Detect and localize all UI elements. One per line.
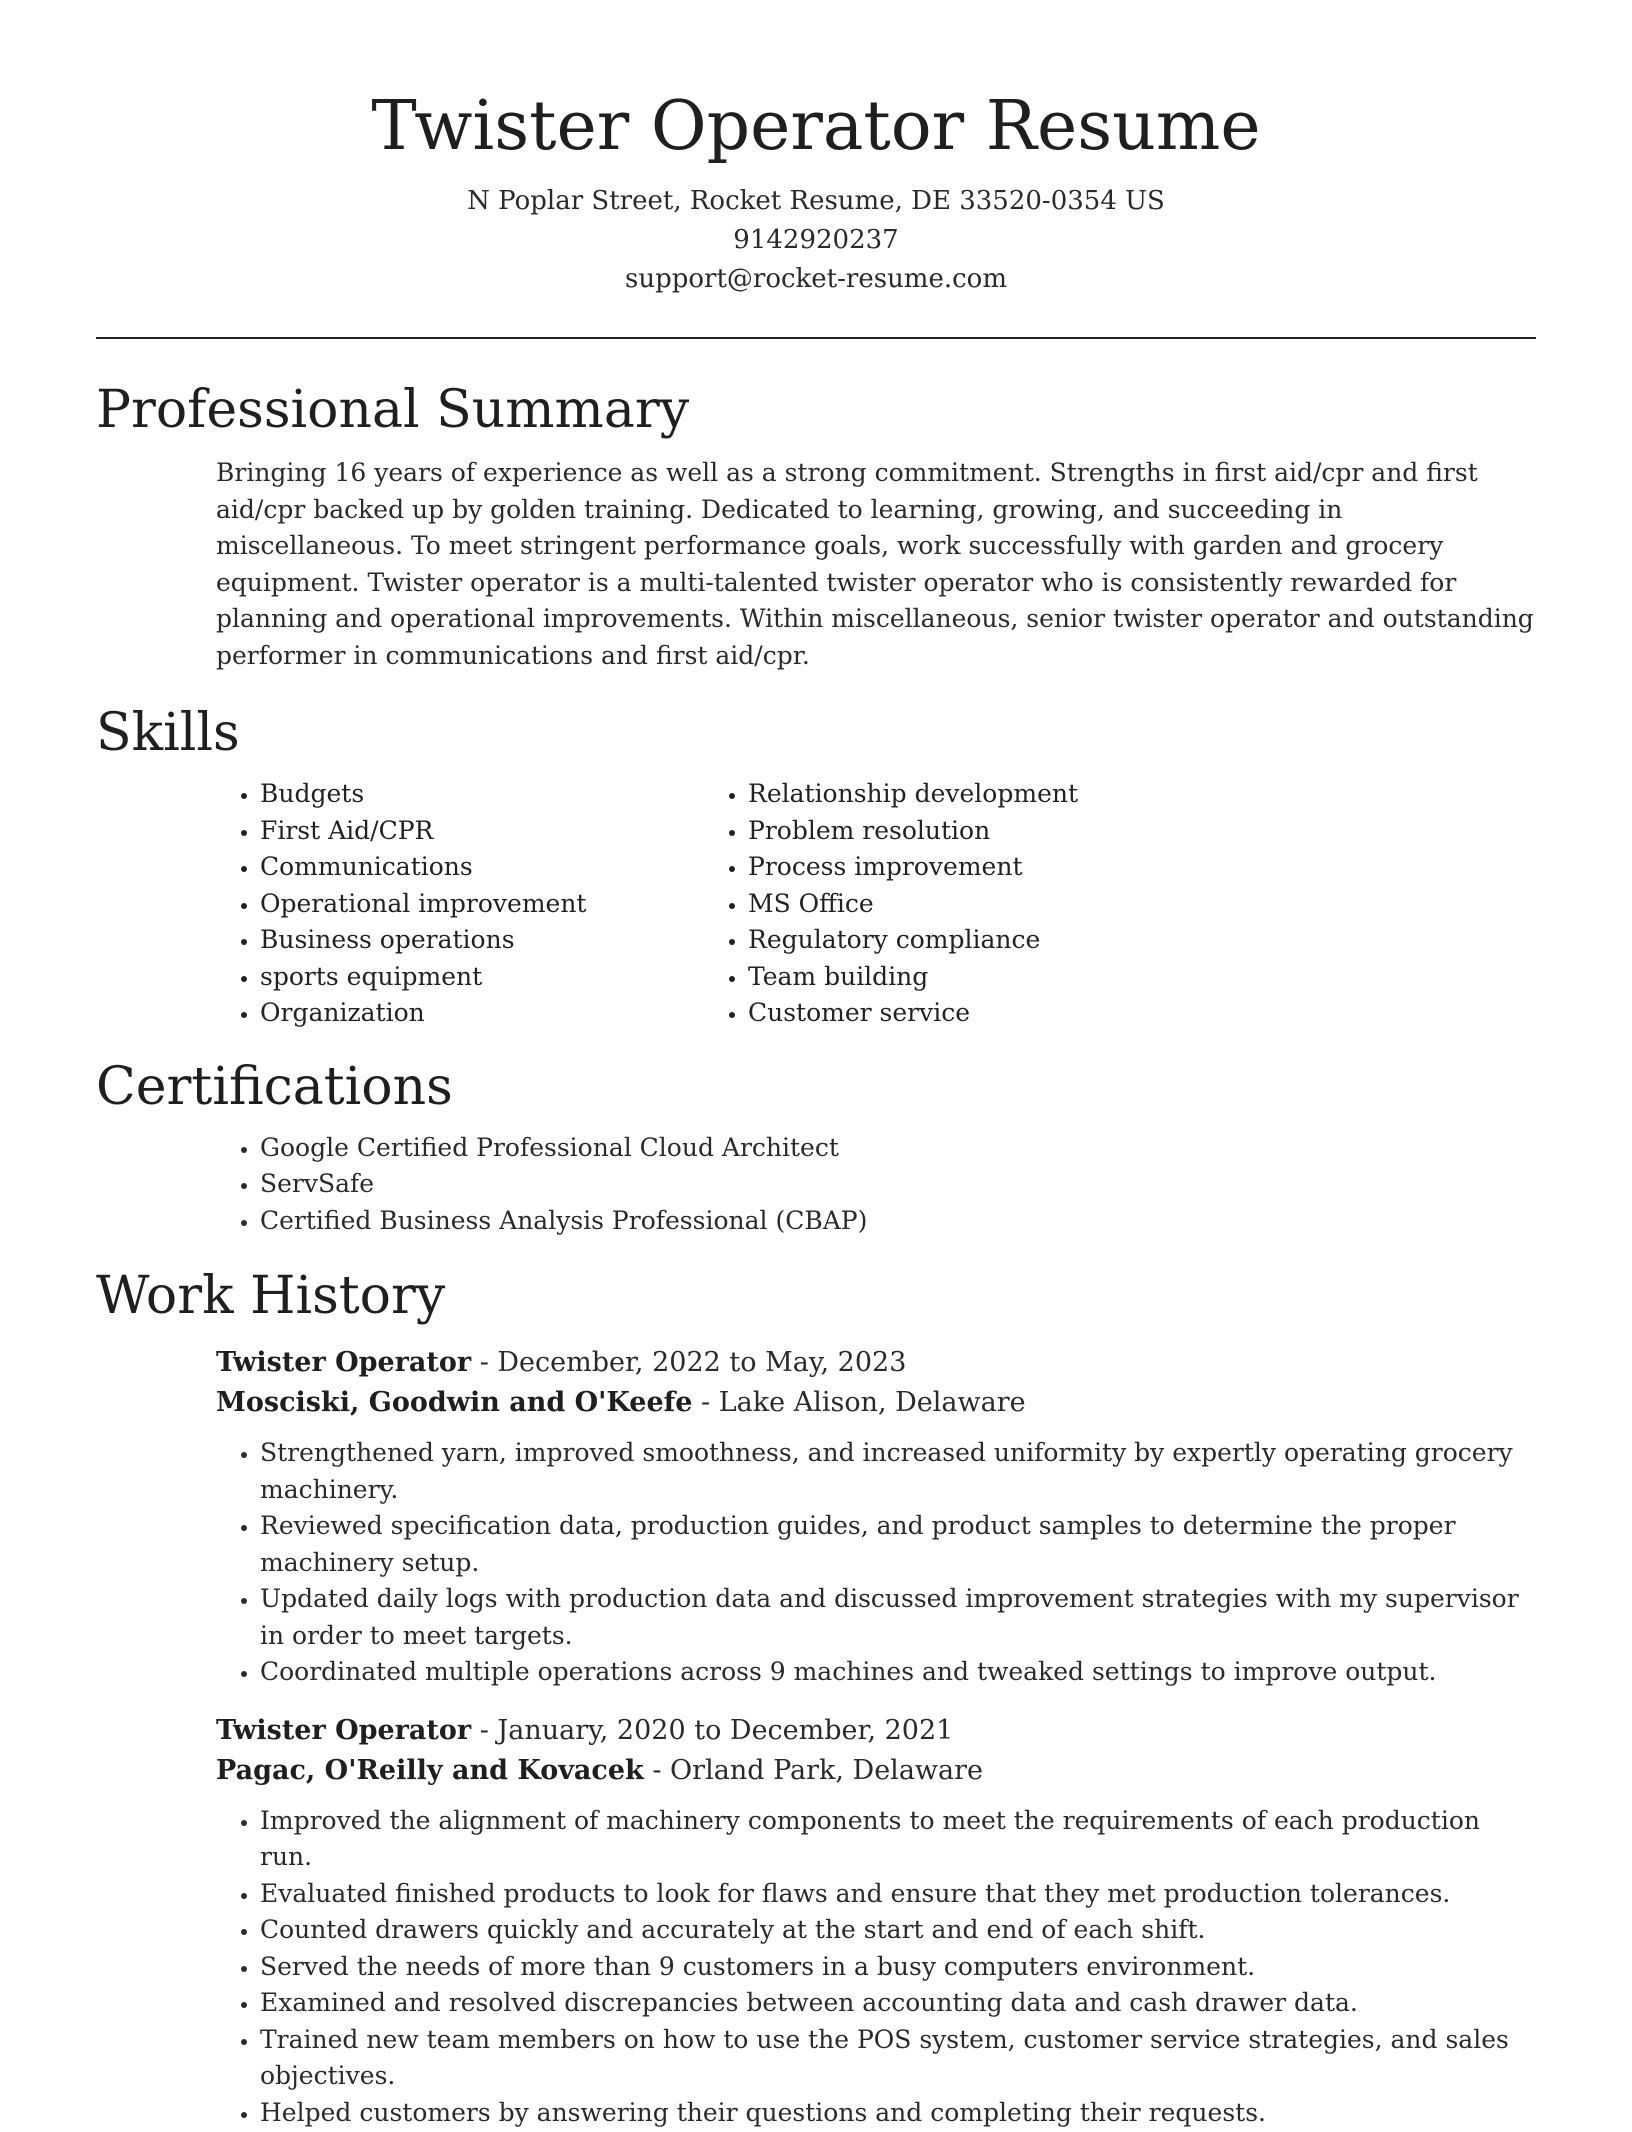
- skills-column-2: [748, 776, 1078, 1032]
- contact-address: N Poplar Street, Rocket Resume, DE 33520-0354 US: [467, 186, 1165, 216]
- skill-item: • Team building: [748, 959, 1078, 996]
- job-title-line: [216, 1343, 1536, 1383]
- job-company-line: [216, 1383, 1536, 1423]
- job-entry: [216, 1711, 1536, 2132]
- work-history-heading: Work History: [96, 1266, 446, 1326]
- job-bullet: • Coordinated multiple operations across 9 machines and tweaked settings to improve output.: [260, 1654, 1536, 1691]
- contact-phone: 9142920237: [733, 225, 899, 255]
- summary-text: Bringing 16 years of experience as well as a strong commitment. Strengths in first aid/cpr and first aid/cpr backed up by golden training. Dedicated to learning, growing, and succeeding in miscellaneous. To meet stringent performance goals, work successfully with garden and grocery equipment. Twister operator is a multi-talented twister operator who is consistently rewarded for planning and operational improvements. Within miscellaneous, senior twister operator and outstanding performer in communications and first aid/cpr.: [216, 458, 1534, 670]
- certification-item: • ServSafe: [260, 1166, 1536, 1203]
- certifications-heading: Certifications: [96, 1056, 453, 1117]
- job-bullet: • Updated daily logs with production data and discussed improvement strategies with my supervisor in order to meet targets.: [260, 1581, 1536, 1654]
- contact-info: [96, 182, 1536, 299]
- skill-item: • Customer service: [748, 995, 1078, 1032]
- job-entry: [216, 1343, 1536, 1691]
- skill-item: • MS Office: [748, 886, 1078, 923]
- skill-item: • Operational improvement: [260, 886, 748, 923]
- skill-item: • Relationship development: [748, 776, 1078, 813]
- certification-item: • Certified Business Analysis Professional (CBAP): [260, 1203, 1536, 1240]
- job-company-line: [216, 1751, 1536, 1791]
- job-bullet: • Evaluated finished products to look for flaws and ensure that they met production tolerances.: [260, 1876, 1536, 1913]
- skills-list: [96, 776, 1536, 1032]
- skill-item: • Communications: [260, 849, 748, 886]
- skill-item: • Process improvement: [748, 849, 1078, 886]
- job-bullet: • Improved the alignment of machinery components to meet the requirements of each production run.: [260, 1803, 1536, 1876]
- job-bullet: • Examined and resolved discrepancies between accounting data and cash drawer data.: [260, 1985, 1536, 2022]
- page-title: Twister Operator Resume: [371, 87, 1261, 166]
- skill-item: • First Aid/CPR: [260, 813, 748, 850]
- summary-heading: Professional Summary: [96, 380, 690, 440]
- skill-item: • Organization: [260, 995, 748, 1032]
- skills-column-1: [96, 776, 748, 1032]
- resume-header: [96, 0, 1536, 299]
- job-company: Mosciski, Goodwin and O'Keefe: [216, 1387, 693, 1418]
- skill-item: • sports equipment: [260, 959, 748, 996]
- job-bullet: • Served the needs of more than 9 customers in a busy computers environment.: [260, 1949, 1536, 1986]
- job-dates: - December, 2022 to May, 2023: [471, 1347, 907, 1378]
- skill-item: • Business operations: [260, 922, 748, 959]
- job-bullet: • Counted drawers quickly and accurately at the start and end of each shift.: [260, 1912, 1536, 1949]
- skill-item: • Problem resolution: [748, 813, 1078, 850]
- job-bullets: [216, 1435, 1536, 1691]
- job-bullet: • Helped customers by answering their questions and completing their requests.: [260, 2095, 1536, 2132]
- skill-item: • Regulatory compliance: [748, 922, 1078, 959]
- job-bullets: [216, 1803, 1536, 2132]
- job-location: - Orland Park, Delaware: [643, 1754, 984, 1786]
- skills-heading: Skills: [96, 703, 240, 763]
- job-role: Twister Operator: [216, 1714, 472, 1746]
- certifications-list: [96, 1130, 1536, 1240]
- job-location: - Lake Alison, Delaware: [692, 1387, 1026, 1418]
- skill-item: • Budgets: [260, 776, 748, 813]
- job-bullet: • Trained new team members on how to use the POS system, customer service strategies, and sales objectives.: [260, 2022, 1536, 2095]
- certification-item: • Google Certified Professional Cloud Architect: [260, 1130, 1536, 1167]
- job-role: Twister Operator: [216, 1347, 472, 1378]
- job-title-line: [216, 1711, 1536, 1751]
- header-divider: [96, 337, 1536, 339]
- job-company: Pagac, O'Reilly and Kovacek: [216, 1754, 644, 1786]
- job-bullet: • Reviewed specification data, production guides, and product samples to determine the proper machinery setup.: [260, 1508, 1536, 1581]
- job-dates: - January, 2020 to December, 2021: [471, 1714, 954, 1746]
- contact-email: support@rocket-resume.com: [624, 264, 1007, 294]
- job-bullet: • Strengthened yarn, improved smoothness, and increased uniformity by expertly operating grocery machinery.: [260, 1435, 1536, 1508]
